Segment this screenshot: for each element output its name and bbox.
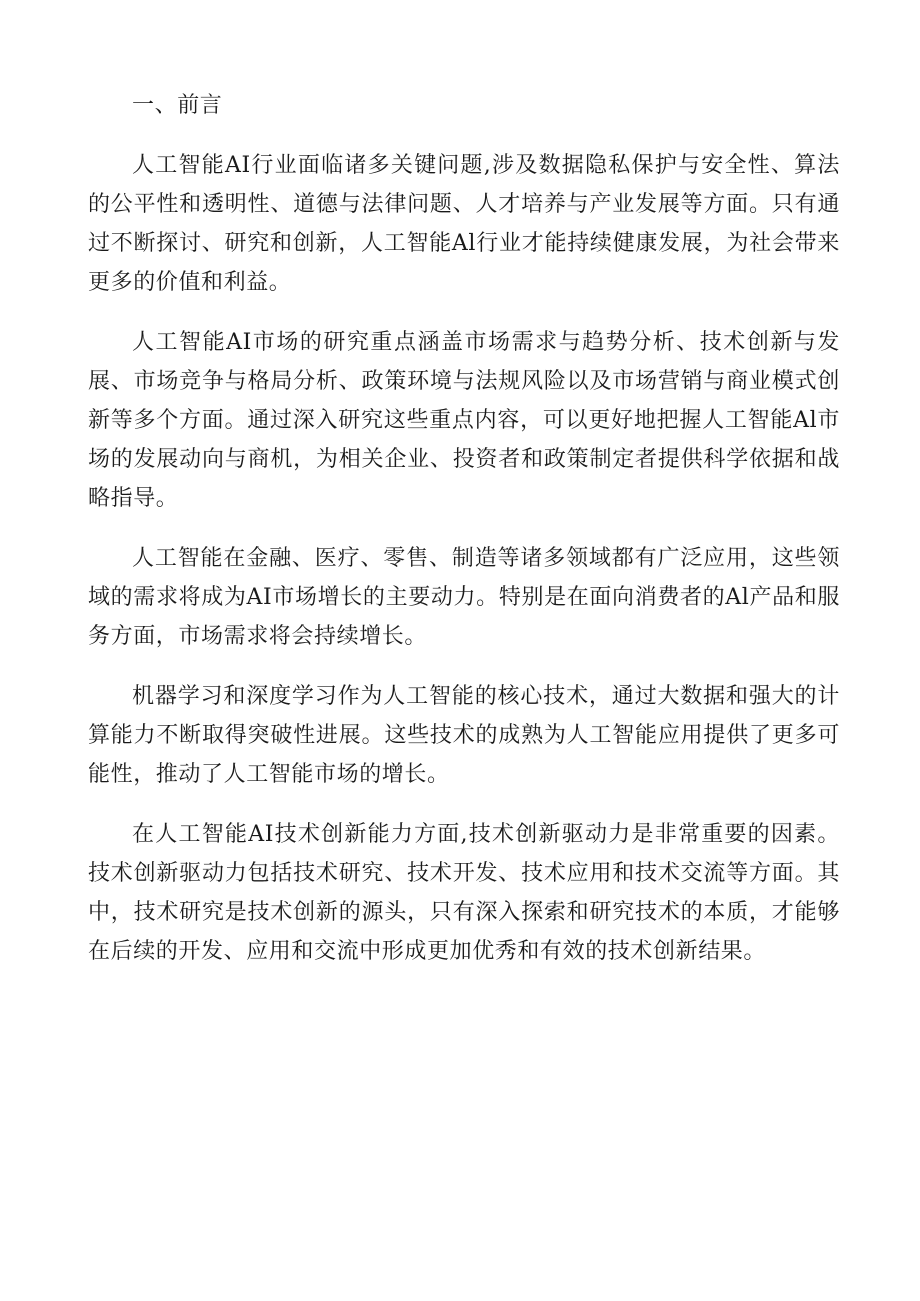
section-heading: 一、前言: [132, 93, 223, 118]
paragraph-2: 人工智能AI市场的研究重点涵盖市场需求与趋势分析、技术创新与发展、市场竞争与格局分析、政策环境与法规风险以及市场营销与商业模式创新等多个方面。通过深入研究这些重点内容，可以更好地把握人工智能Al市场的发展动向与商机，为相关企业、投资者和政策制定者提供科学依据和战略指导。: [88, 330, 840, 511]
document-body: [88, 86, 840, 992]
paragraph-5: 在人工智能AI技术创新能力方面,技术创新驱动力是非常重要的因素。技术创新驱动力包括技术研究、技术开发、技术应用和技术交流等方面。其中，技术研究是技术创新的源头，只有深入探索和研究技术的本质，才能够在后续的开发、应用和交流中形成更加优秀和有效的技术创新结果。: [88, 822, 840, 964]
paragraph-1: 人工智能AI行业面临诸多关键问题,涉及数据隐私保护与安全性、算法的公平性和透明性、道德与法律问题、人才培养与产业发展等方面。只有通过不断探讨、研究和创新，人工智能Al行业才能持续健康发展，为社会带来更多的价值和利益。: [88, 153, 840, 295]
paragraph-3: 人工智能在金融、医疗、零售、制造等诸多领域都有广泛应用，这些领域的需求将成为AI市场增长的主要动力。特别是在面向消费者的Al产品和服务方面，市场需求将会持续增长。: [88, 546, 840, 649]
paragraph-4: 机器学习和深度学习作为人工智能的核心技术，通过大数据和强大的计算能力不断取得突破性进展。这些技术的成熟为人工智能应用提供了更多可能性，推动了人工智能市场的增长。: [88, 684, 840, 787]
